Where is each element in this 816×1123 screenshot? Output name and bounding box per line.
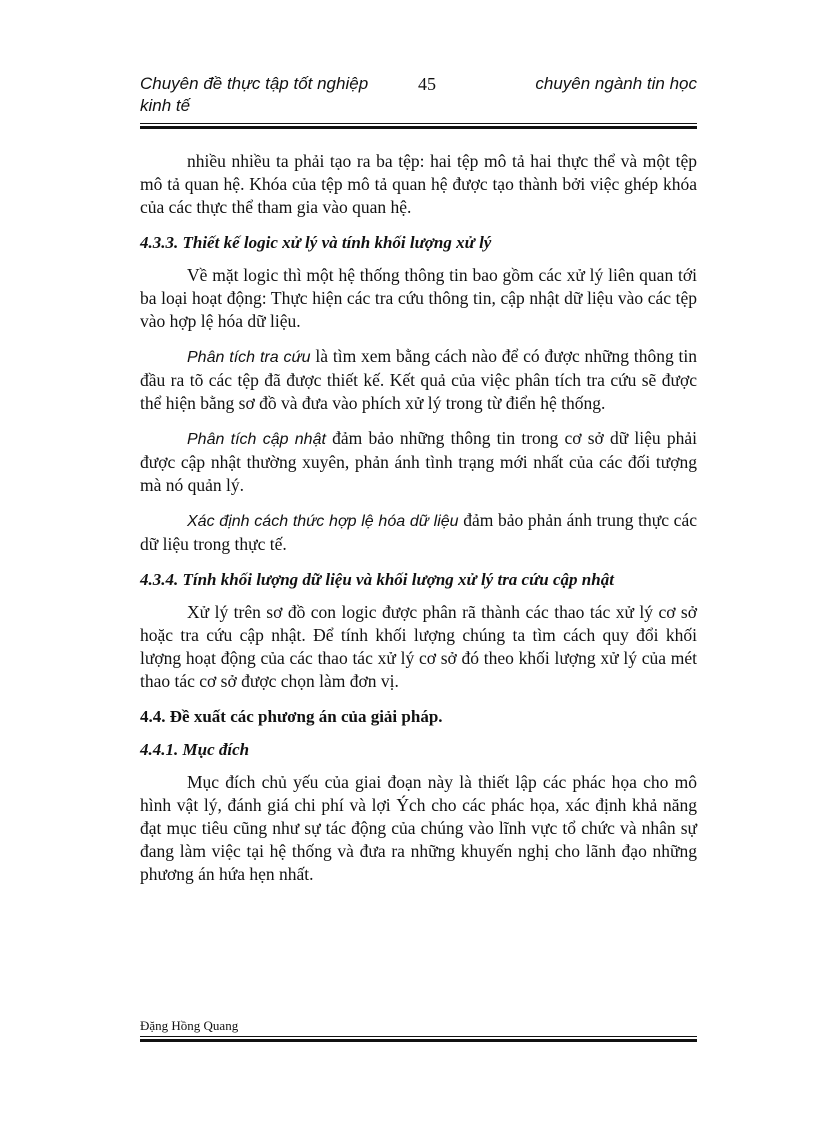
header-course-line2: kinh tế xyxy=(140,96,191,115)
paragraph-validation-text: đảm bảo phản ánh trung thực các dữ liệu trong thực tế. xyxy=(140,510,697,554)
paragraph-update-analysis xyxy=(140,427,697,497)
heading-4-4: 4.4. Đề xuất các phương án của giải pháp. xyxy=(140,707,443,726)
header-course-line1: Chuyên đề thực tập tốt nghiệp xyxy=(140,74,369,93)
paragraph-lookup-analysis-text: là tìm xem bằng cách nào để có được những thông tin đầu ra tõ các tệp đã được thiết kế. Kết quả của việc phân tích tra cứu sẽ được thể hiện bằng sơ đồ và đưa vào phích xử lý trong từ điển hệ thống. xyxy=(140,346,698,413)
term-validation: Xác định cách thức hợp lệ hóa dữ liệu xyxy=(187,513,459,530)
header-major: chuyên ngành tin học xyxy=(535,74,697,93)
heading-4-3-3: 4.3.3. Thiết kế logic xử lý và tính khối lượng xử lý xyxy=(140,233,492,252)
page-header xyxy=(140,73,697,123)
footer-rule xyxy=(140,1036,697,1042)
term-update-analysis: Phân tích cập nhật xyxy=(187,431,326,448)
term-lookup-analysis: Phân tích tra cứu xyxy=(187,349,311,366)
paragraph-lookup-analysis xyxy=(140,345,697,415)
paragraph-continuation: nhiều nhiều ta phải tạo ra ba tệp: hai tệp mô tả hai thực thể và một tệp mô tả quan hệ. Khóa của tệp mô tả quan hệ được tạo thành bởi việc ghép khóa của các thực thể tham gia vào quan hệ. xyxy=(140,151,697,217)
header-course-title xyxy=(140,73,368,117)
page-body xyxy=(140,150,697,898)
heading-4-3-4: 4.3.4. Tính khối lượng dữ liệu và khối lượng xử lý tra cứu cập nhật xyxy=(140,570,614,589)
header-rule xyxy=(140,123,697,129)
paragraph-volume: Xử lý trên sơ đồ con logic được phân rã thành các thao tác xử lý cơ sở hoặc tra cứu cập nhật. Để tính khối lượng chúng ta tìm cách quy đổi khối lượng hoạt động của các thao tác xử lý cơ sở đó theo khối lượng xử lý của mét thao tác cơ sở được chọn làm đơn vị. xyxy=(140,602,697,691)
paragraph-purpose: Mục đích chủ yếu của giai đoạn này là thiết lập các phác họa cho mô hình vật lý, đánh giá chi phí và lợi Ých cho các phác họa, xác định khả năng đạt mục tiêu cũng như sự tác động của chúng vào lĩnh vực tổ chức và nhân sự đang làm việc tại hệ thống và đưa ra những khuyến nghị cho lãnh đạo những phương án hứa hẹn nhất. xyxy=(140,772,697,884)
paragraph-validation xyxy=(140,509,697,556)
paragraph-update-analysis-text: đảm bảo những thông tin trong cơ sở dữ liệu phải được cập nhật thường xuyên, phản ánh tình trạng mới nhất của các đối tượng mà nó quản lý. xyxy=(140,428,697,495)
page-number: 45 xyxy=(418,74,436,94)
paragraph-logic: Về mặt logic thì một hệ thống thông tin bao gồm các xử lý liên quan tới ba loại hoạt động: Thực hiện các tra cứu thông tin, cập nhật dữ liệu vào các tệp vào hợp lệ hóa dữ liệu. xyxy=(140,265,697,331)
footer-author: Đặng Hồng Quang xyxy=(140,1018,239,1033)
heading-4-4-1: 4.4.1. Mục đích xyxy=(140,740,250,759)
